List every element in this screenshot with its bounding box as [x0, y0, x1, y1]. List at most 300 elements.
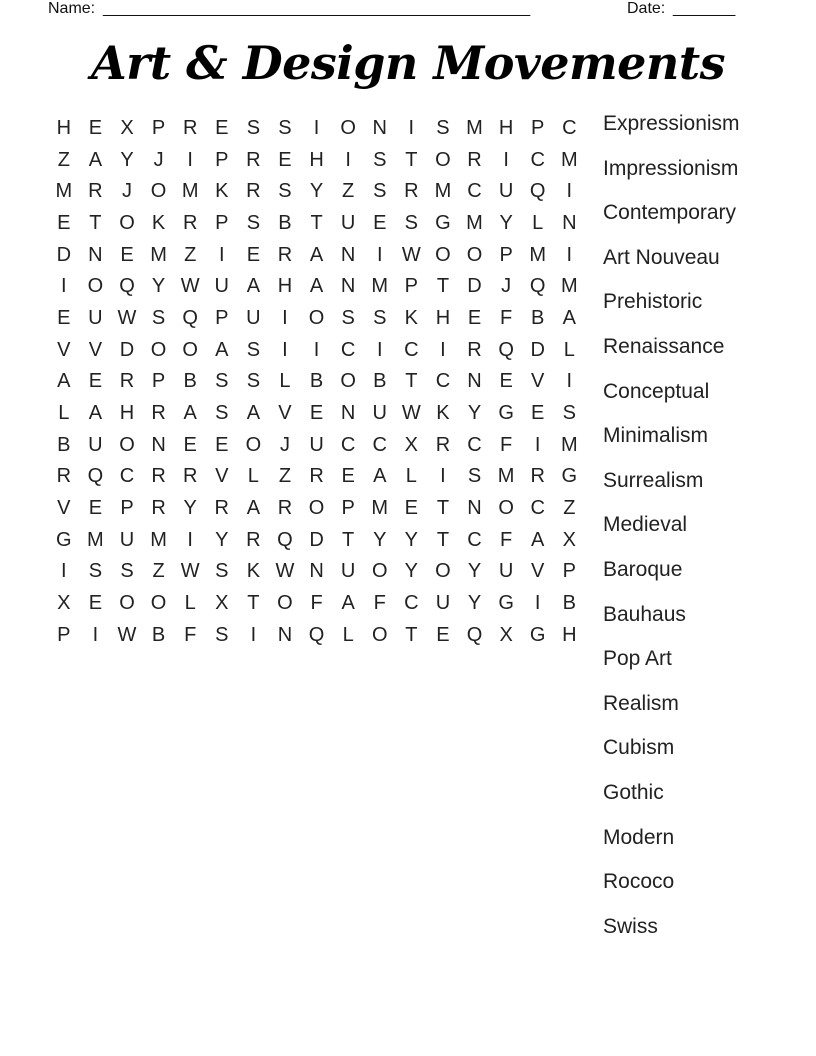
grid-letter: Z [278, 465, 292, 488]
word-list-item: Conceptual [603, 379, 710, 403]
grid-letter: E [183, 433, 197, 456]
worksheet-header [48, 0, 748, 20]
grid-letter: E [436, 623, 450, 646]
grid-letter: D [119, 338, 135, 361]
grid-row [48, 587, 586, 619]
grid-letter: W [180, 560, 200, 583]
grid-letter: V [57, 338, 71, 361]
word-list-item: Modern [603, 825, 675, 849]
grid-letter: S [246, 338, 261, 361]
grid-letter: R [467, 148, 482, 171]
word-list-item: Prehistoric [603, 290, 703, 314]
grid-letter: L [405, 465, 417, 488]
date-blank-line: _______ [673, 0, 736, 17]
grid-letter: Y [309, 180, 324, 203]
word-list-item: Medieval [603, 513, 688, 537]
grid-letter: S [278, 116, 292, 139]
grid-letter: I [534, 433, 541, 456]
grid-letter: Q [466, 623, 483, 646]
grid-letter: N [309, 560, 324, 583]
grid-letter: P [562, 560, 576, 583]
grid-letter: M [181, 180, 199, 203]
grid-letter: O [182, 338, 198, 361]
grid-letter: E [215, 116, 229, 139]
grid-letter: M [55, 180, 73, 203]
grid-letter: V [278, 402, 292, 425]
grid-letter: E [246, 243, 261, 266]
grid-letter: J [121, 180, 132, 203]
grid-letter: H [277, 275, 293, 298]
letter-grid [48, 112, 586, 651]
grid-letter: E [88, 370, 103, 393]
grid-row [48, 112, 586, 144]
grid-letter: L [184, 592, 196, 615]
grid-letter: F [500, 306, 513, 329]
grid-row [48, 366, 586, 398]
grid-letter: W [117, 623, 137, 646]
grid-letter: I [187, 528, 193, 551]
grid-letter: H [119, 402, 135, 425]
grid-letter: Q [277, 528, 293, 551]
grid-letter: R [246, 148, 261, 171]
grid-letter: N [277, 623, 293, 646]
grid-letter: M [150, 528, 167, 551]
word-list-item: Contemporary [603, 201, 737, 225]
grid-letter: S [215, 560, 229, 583]
grid-letter: N [562, 211, 577, 234]
grid-letter: P [151, 116, 166, 139]
word-list-item: Expressionism [603, 112, 740, 135]
grid-letter: L [532, 211, 544, 234]
grid-letter: R [88, 180, 103, 203]
grid-letter: Y [373, 528, 387, 551]
grid-letter: X [404, 433, 418, 456]
grid-letter: I [313, 116, 320, 139]
grid-letter: O [308, 497, 325, 520]
grid-letter: S [88, 560, 103, 583]
grid-letter: B [57, 433, 71, 456]
grid-letter: M [87, 528, 104, 551]
name-blank-line: ________________________________________________ [103, 0, 531, 17]
grid-letter: M [560, 433, 578, 456]
grid-letter: C [530, 497, 545, 520]
grid-letter: N [467, 370, 482, 393]
grid-letter: Y [404, 560, 418, 583]
grid-letter: V [531, 560, 545, 583]
grid-letter: A [246, 402, 261, 425]
grid-letter: P [215, 211, 229, 234]
grid-letter: O [308, 306, 325, 329]
grid-letter: Q [308, 623, 325, 646]
grid-row [48, 619, 586, 651]
grid-letter: S [120, 560, 134, 583]
grid-letter: S [215, 370, 229, 393]
grid-letter: F [184, 623, 197, 646]
grid-letter: I [345, 148, 351, 171]
grid-letter: Z [184, 243, 197, 266]
grid-letter: M [371, 275, 389, 298]
grid-letter: Y [499, 211, 513, 234]
grid-letter: O [340, 370, 356, 393]
grid-letter: L [58, 402, 70, 425]
grid-letter: L [247, 465, 259, 488]
grid-letter: I [376, 338, 383, 361]
word-list-item: Surrealism [603, 468, 704, 492]
grid-letter: O [435, 148, 451, 171]
word-list-item: Bauhaus [603, 602, 686, 626]
grid-letter: P [57, 623, 71, 646]
grid-letter: V [88, 338, 103, 361]
grid-letter: A [88, 148, 103, 171]
grid-letter: X [120, 116, 134, 139]
grid-row [48, 144, 586, 176]
grid-letter: G [56, 528, 72, 551]
grid-letter: E [88, 592, 103, 615]
grid-letter: R [467, 338, 482, 361]
word-list-item: Realism [603, 691, 679, 715]
word-list-item: Impressionism [603, 156, 739, 180]
grid-letter: S [246, 370, 261, 393]
grid-letter: X [499, 623, 513, 646]
page-title: Art & Design Movements [90, 36, 725, 90]
grid-letter: N [340, 275, 356, 298]
grid-letter: X [562, 528, 576, 551]
grid-letter: S [278, 180, 292, 203]
grid-letter: T [405, 370, 418, 393]
grid-letter: R [119, 370, 135, 393]
grid-letter: W [401, 402, 421, 425]
grid-letter: W [401, 243, 421, 266]
grid-letter: K [436, 402, 450, 425]
grid-letter: H [562, 623, 577, 646]
grid-letter: U [372, 402, 387, 425]
grid-row [48, 556, 586, 588]
grid-letter: O [245, 433, 262, 456]
grid-letter: T [436, 275, 450, 298]
grid-letter: X [215, 592, 229, 615]
grid-letter: O [435, 560, 451, 583]
grid-letter: P [499, 243, 513, 266]
grid-letter: B [373, 370, 387, 393]
grid-letter: R [182, 465, 198, 488]
grid-letter: C [467, 180, 482, 203]
grid-letter: Y [151, 275, 166, 298]
grid-letter: O [119, 592, 135, 615]
grid-letter: I [566, 180, 573, 203]
grid-letter: S [246, 211, 261, 234]
grid-letter: T [247, 592, 260, 615]
grid-letter: Q [87, 465, 104, 488]
grid-row [48, 334, 586, 366]
grid-letter: A [246, 497, 261, 520]
grid-letter: J [153, 148, 164, 171]
grid-letter: A [562, 306, 576, 329]
grid-letter: C [340, 433, 356, 456]
grid-letter: U [214, 275, 229, 298]
grid-letter: K [151, 211, 166, 234]
grid-letter: D [530, 338, 545, 361]
grid-letter: E [215, 433, 229, 456]
grid-letter: S [467, 465, 482, 488]
grid-letter: B [531, 306, 545, 329]
grid-letter: O [498, 497, 514, 520]
grid-letter: G [529, 623, 546, 646]
name-label: Name: [48, 0, 96, 17]
grid-letter: F [310, 592, 323, 615]
grid-letter: W [275, 560, 295, 583]
word-list-item: Minimalism [603, 424, 708, 448]
grid-letter: I [440, 338, 446, 361]
grid-letter: O [150, 592, 167, 615]
grid-letter: O [371, 560, 388, 583]
grid-letter: S [151, 306, 166, 329]
grid-letter: R [214, 497, 229, 520]
grid-letter: M [466, 211, 483, 234]
grid-letter: E [499, 370, 513, 393]
grid-letter: I [440, 465, 446, 488]
grid-letter: C [404, 592, 419, 615]
grid-letter: A [246, 275, 261, 298]
grid-letter: R [151, 497, 166, 520]
grid-letter: I [218, 243, 225, 266]
grid-letter: M [466, 116, 483, 139]
grid-letter: E [309, 402, 324, 425]
grid-letter: N [340, 243, 356, 266]
grid-letter: H [435, 306, 451, 329]
grid-letter: T [342, 528, 355, 551]
grid-row [48, 397, 586, 429]
grid-letter: I [566, 370, 573, 393]
grid-letter: D [309, 528, 324, 551]
grid-letter: M [497, 465, 515, 488]
grid-letter: N [88, 243, 103, 266]
grid-letter: Y [183, 497, 197, 520]
grid-letter: I [282, 306, 288, 329]
grid-letter: P [404, 275, 418, 298]
grid-letter: I [61, 275, 67, 298]
grid-letter: C [372, 433, 387, 456]
grid-letter: P [215, 148, 229, 171]
grid-letter: C [435, 370, 451, 393]
grid-letter: A [183, 402, 197, 425]
grid-letter: O [277, 592, 293, 615]
grid-letter: C [467, 433, 482, 456]
grid-letter: R [182, 211, 198, 234]
word-list-item: Art Nouveau [603, 245, 720, 269]
grid-letter: I [566, 243, 573, 266]
grid-letter: A [57, 370, 71, 393]
grid-letter: S [404, 211, 418, 234]
grid-letter: U [340, 560, 356, 583]
grid-letter: R [277, 243, 293, 266]
grid-letter: I [503, 148, 509, 171]
word-list-item: Cubism [603, 736, 675, 760]
grid-row [48, 461, 586, 493]
grid-letter: S [436, 116, 450, 139]
grid-letter: O [340, 116, 356, 139]
grid-letter: T [436, 497, 450, 520]
grid-letter: E [88, 497, 103, 520]
grid-letter: R [151, 402, 166, 425]
grid-letter: O [150, 338, 167, 361]
grid-letter: S [246, 116, 261, 139]
grid-letter: F [500, 528, 513, 551]
grid-letter: O [371, 623, 388, 646]
grid-letter: B [183, 370, 197, 393]
grid-letter: H [498, 116, 514, 139]
grid-letter: Z [342, 180, 355, 203]
grid-letter: L [279, 370, 291, 393]
grid-letter: E [373, 211, 387, 234]
grid-letter: P [341, 497, 355, 520]
grid-letter: R [277, 497, 293, 520]
grid-letter: G [561, 465, 578, 488]
grid-letter: U [309, 433, 324, 456]
grid-letter: Y [467, 592, 482, 615]
grid-letter: M [150, 243, 167, 266]
grid-letter: S [562, 402, 576, 425]
grid-letter: R [530, 465, 545, 488]
grid-letter: C [467, 528, 482, 551]
grid-letter: C [404, 338, 419, 361]
grid-letter: Q [498, 338, 514, 361]
grid-letter: T [89, 211, 102, 234]
grid-letter: Y [404, 528, 418, 551]
grid-letter: I [408, 116, 415, 139]
grid-letter: Q [119, 275, 135, 298]
date-label: Date: [627, 0, 666, 17]
grid-row [48, 270, 586, 302]
grid-letter: U [498, 180, 514, 203]
grid-letter: I [187, 148, 193, 171]
grid-letter: I [376, 243, 383, 266]
grid-letter: C [562, 116, 577, 139]
grid-letter: T [405, 148, 418, 171]
grid-letter: S [373, 180, 387, 203]
grid-letter: A [215, 338, 229, 361]
grid-letter: S [215, 623, 229, 646]
grid-letter: C [340, 338, 356, 361]
grid-row [48, 207, 586, 239]
grid-letter: A [341, 592, 355, 615]
word-list-item: Swiss [603, 914, 658, 938]
grid-letter: T [436, 528, 450, 551]
grid-letter: E [120, 243, 134, 266]
grid-letter: Y [215, 528, 229, 551]
grid-letter: V [531, 370, 545, 393]
grid-letter: E [341, 465, 355, 488]
grid-letter: Z [563, 497, 576, 520]
grid-letter: H [56, 116, 72, 139]
grid-letter: T [405, 623, 418, 646]
word-list-item: Rococo [603, 870, 675, 894]
grid-letter: E [88, 116, 103, 139]
grid-letter: U [435, 592, 451, 615]
grid-letter: N [372, 116, 387, 139]
grid-row [48, 429, 586, 461]
grid-letter: I [92, 623, 99, 646]
grid-letter: J [279, 433, 290, 456]
grid-letter: R [435, 433, 451, 456]
grid-letter: P [215, 306, 229, 329]
grid-row [48, 492, 586, 524]
grid-letter: N [340, 402, 356, 425]
grid-letter: M [529, 243, 547, 266]
grid-letter: I [250, 623, 257, 646]
grid-letter: U [246, 306, 261, 329]
grid-letter: U [119, 528, 135, 551]
grid-letter: U [340, 211, 356, 234]
grid-letter: Q [529, 275, 546, 298]
word-list-item: Gothic [603, 780, 664, 804]
grid-letter: R [151, 465, 166, 488]
word-list-item: Renaissance [603, 334, 725, 358]
grid-letter: I [61, 560, 67, 583]
grid-letter: I [534, 592, 541, 615]
grid-letter: S [373, 148, 387, 171]
grid-letter: W [180, 275, 200, 298]
grid-letter: K [215, 180, 229, 203]
grid-letter: R [404, 180, 419, 203]
grid-row [48, 524, 586, 556]
grid-letter: R [56, 465, 72, 488]
grid-letter: S [373, 306, 387, 329]
grid-letter: D [467, 275, 482, 298]
grid-letter: S [215, 402, 229, 425]
grid-letter: O [150, 180, 167, 203]
grid-letter: U [498, 560, 514, 583]
grid-letter: E [404, 497, 418, 520]
grid-letter: Y [467, 560, 482, 583]
grid-letter: B [309, 370, 324, 393]
grid-letter: Y [467, 402, 482, 425]
grid-letter: N [151, 433, 166, 456]
grid-letter: W [117, 306, 137, 329]
grid-letter: A [309, 243, 324, 266]
word-list [603, 110, 803, 957]
grid-letter: Z [57, 148, 70, 171]
grid-letter: Z [152, 560, 165, 583]
grid-letter: Y [120, 148, 134, 171]
grid-letter: B [151, 623, 166, 646]
grid-letter: M [434, 180, 452, 203]
grid-letter: L [342, 623, 354, 646]
grid-letter: G [498, 402, 514, 425]
grid-letter: K [404, 306, 418, 329]
grid-letter: C [530, 148, 545, 171]
grid-letter: I [282, 338, 288, 361]
grid-letter: B [562, 592, 576, 615]
grid-letter: E [57, 211, 71, 234]
grid-letter: H [309, 148, 324, 171]
grid-letter: E [531, 402, 545, 425]
grid-letter: E [467, 306, 482, 329]
grid-letter: L [563, 338, 575, 361]
grid-letter: U [88, 433, 103, 456]
grid-letter: C [119, 465, 135, 488]
grid-letter: V [57, 497, 71, 520]
word-list-item: Baroque [603, 557, 683, 581]
grid-letter: U [88, 306, 103, 329]
grid-letter: B [278, 211, 292, 234]
grid-letter: G [435, 211, 451, 234]
grid-letter: G [498, 592, 514, 615]
grid-letter: D [56, 243, 72, 266]
grid-letter: O [119, 211, 135, 234]
grid-letter: P [120, 497, 134, 520]
grid-letter: P [151, 370, 166, 393]
grid-letter: A [531, 528, 545, 551]
